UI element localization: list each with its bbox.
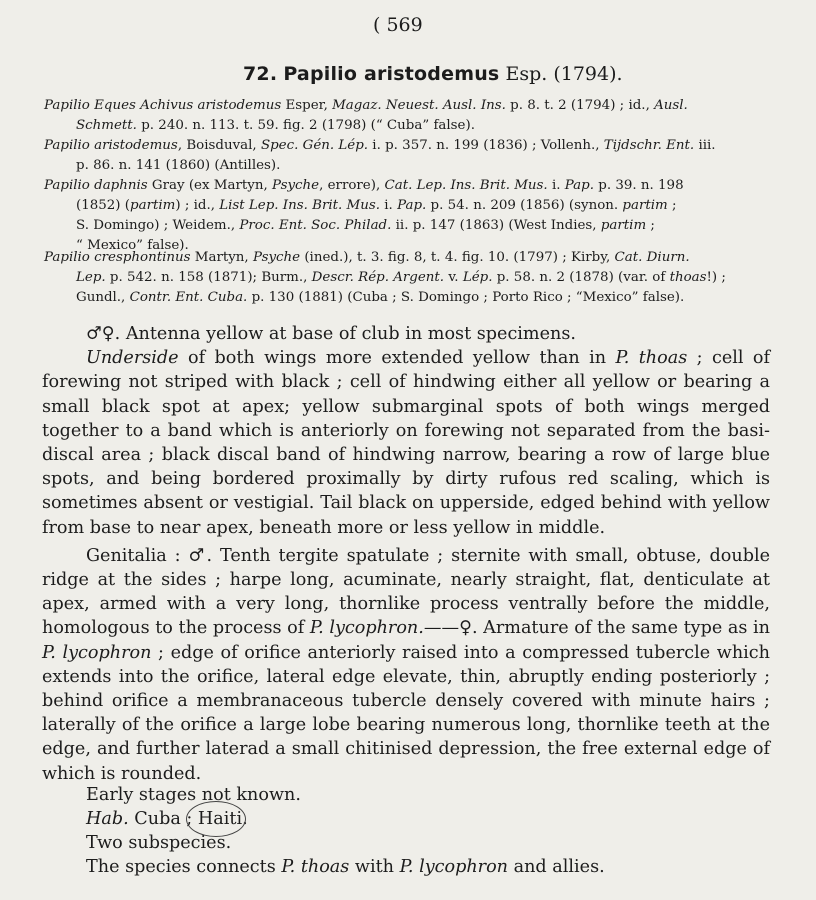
synonym-line: Papilio daphnis Gray (ex Martyn, Psyche, errore), Cat. Lep. Ins. Brit. Mus. i. Pap. p. 39. n. 198 bbox=[44, 178, 684, 193]
underside-paragraph: Underside of both wings more extended yellow than in P. thoas ; cell of forewing not striped with black ; cell of hindwing either all yellow or bearing a small black spot at apex; yellow submarginal spots of both wings merged together to a band which is anteriorly on forewing not separated from the basi-discal area ; black discal band of hindwing narrow, bearing a row of large blue spots, and being bordered proximally by dirty rufous red scaling, which is sometimes absent or vestigial. Tail black on upperside, edged behind with yellow from base to near apex, beneath more or less yellow in middle. bbox=[42, 348, 770, 538]
species-author: Esp. (1794). bbox=[505, 63, 623, 85]
synonym-line: Papilio cresphontinus Martyn, Psyche (ined.), t. 3. fig. 8, t. 4. fig. 10. (1797) ; Kirby, Cat. Diurn. bbox=[44, 250, 690, 265]
antenna-paragraph: ♂♀. Antenna yellow at base of club in most specimens. bbox=[86, 324, 576, 344]
species-name: Papilio aristodemus bbox=[283, 63, 500, 85]
synonym-entry bbox=[44, 248, 784, 308]
description-body bbox=[42, 322, 770, 786]
synonym-line: Papilio Eques Achivus aristodemus Esper, Magaz. Neuest. Ausl. Ins. p. 8. t. 2 (1794) ; id., Ausl. bbox=[44, 98, 688, 113]
species-number: 72. bbox=[243, 63, 278, 85]
subspecies-line: Two subspecies. bbox=[86, 833, 232, 853]
species-relation-line: The species connects P. thoas with P. lycophron and allies. bbox=[86, 857, 605, 877]
habitat-line: Hab. Cuba ; Haiti. bbox=[86, 809, 248, 829]
synonym-continuation: Lep. p. 542. n. 158 (1871); Burm., Descr. Rép. Argent. v. Lép. p. 58. n. 2 (1878) (var. of thoas!) ; Gundl., Contr. Ent. Cuba. p. 130 (1881) (Cuba ; S. Domingo ; Porto Rico ; “Mexico” false). bbox=[76, 270, 726, 305]
page-number: ( 569 bbox=[373, 14, 423, 36]
synonym-line: Papilio aristodemus, Boisduval, Spec. Gén. Lép. i. p. 357. n. 199 (1836) ; Vollenh., Tijdschr. Ent. iii. bbox=[44, 138, 716, 153]
species-heading bbox=[243, 63, 623, 85]
synonym-continuation: Schmett. p. 240. n. 113. t. 59. fig. 2 (1798) (“ Cuba” false). bbox=[76, 118, 475, 133]
synonym-continuation: (1852) (partim) ; id., List Lep. Ins. Brit. Mus. i. Pap. p. 54. n. 209 (1856) (synon. partim ; S. Domingo) ; Weidem., Proc. Ent. Soc. Philad. ii. p. 147 (1863) (West Indies, partim ; “ Mexico” false). bbox=[76, 198, 677, 253]
synonym-continuation: p. 86. n. 141 (1860) (Antilles). bbox=[76, 158, 281, 173]
synonym-entry bbox=[44, 136, 784, 176]
genitalia-paragraph: Genitalia : ♂. Tenth tergite spatulate ; sternite with small, obtuse, double ridge at the sides ; harpe long, acuminate, nearly straight, flat, denticulate at apex, armed with a very long, thornlike process ventrally before the middle, homologous to the process of P. lycophron.——♀. Armature of the same type as in P. lycophron ; edge of orifice anteriorly raised into a compressed tubercle which extends into the orifice, lateral edge elevate, thin, abruptly ending posteriorly ; behind orifice a membranaceous tubercle densely covered with minute hairs ; laterally of the orifice a large lobe bearing numerous long, thornlike teeth at the edge, and further laterad a small chitinised depression, the free external edge of which is rounded. bbox=[42, 545, 770, 784]
early-stages-line: Early stages not known. bbox=[86, 785, 301, 805]
synonym-entry bbox=[44, 96, 784, 136]
synonym-entry bbox=[44, 176, 784, 256]
